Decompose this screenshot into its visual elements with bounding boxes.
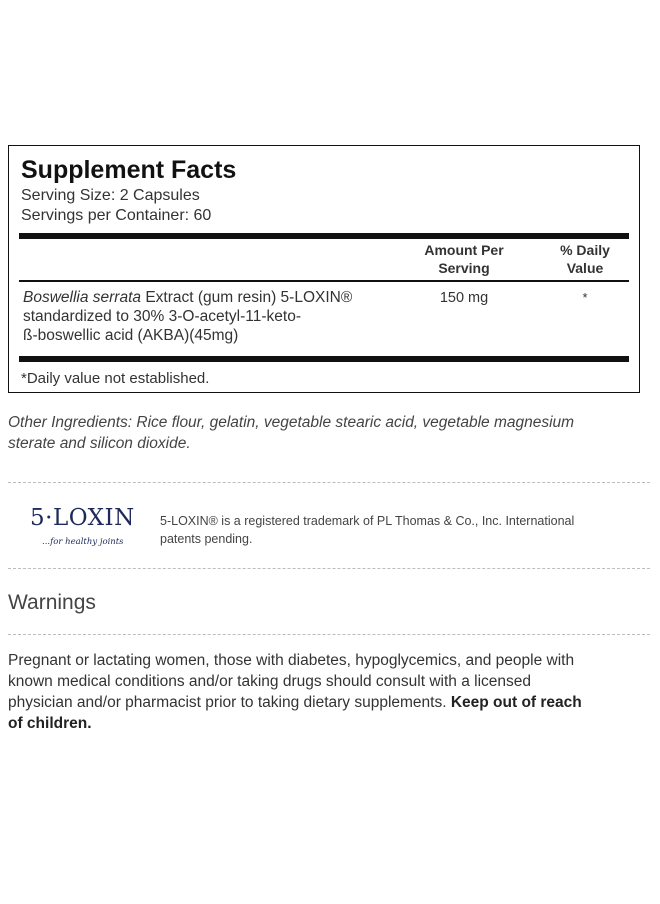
supplement-facts-panel xyxy=(8,145,640,393)
column-header-daily-value xyxy=(539,241,631,277)
warnings-of-children: of children. xyxy=(8,715,92,732)
column-header-amount-line1: Amount Per xyxy=(424,242,504,258)
daily-value-footnote: *Daily value not established. xyxy=(21,370,210,387)
ingredient-line1 xyxy=(23,288,403,307)
divider-thin xyxy=(19,280,629,282)
logo-tagline: ...for healthy joints xyxy=(42,537,124,547)
trademark-line1: 5-LOXIN® is a registered trademark of PL Thomas & Co., Inc. International xyxy=(160,514,575,528)
ingredient-line3: ß-boswellic acid (AKBA)(45mg) xyxy=(23,327,239,344)
warnings-line1: Pregnant or lactating women, those with diabetes, hypoglycemics, and people with xyxy=(8,652,575,669)
warnings-text xyxy=(8,650,638,734)
ingredient-line1-rest: Extract (gum resin) 5-LOXIN® xyxy=(141,289,353,306)
column-header-dv-line2: Value xyxy=(566,260,604,276)
logo-wordmark: 5·LOXIN xyxy=(30,505,135,531)
column-header-amount-line2: Serving xyxy=(438,260,490,276)
other-ingredients-line2: sterate and silicon dioxide. xyxy=(8,435,191,452)
trademark-line2: patents pending. xyxy=(160,532,253,546)
ingredient-botanical-name: Boswellia serrata xyxy=(23,289,142,306)
supplement-facts-title: Supplement Facts xyxy=(21,156,237,184)
servings-per-container: Servings per Container: 60 xyxy=(21,207,212,224)
section-divider-3 xyxy=(8,634,650,635)
warnings-line2: known medical conditions and/or taking drugs should consult with a licensed xyxy=(8,673,531,690)
5-loxin-logo xyxy=(30,505,145,555)
ingredient-line2: standardized to 30% 3-O-acetyl-11-keto- xyxy=(23,308,301,325)
warnings-line4 xyxy=(8,713,638,734)
other-ingredients xyxy=(8,412,648,454)
divider-thick-bottom xyxy=(19,356,629,362)
warnings-keep-out-of-reach: Keep out of reach xyxy=(450,694,582,711)
other-ingredients-line1: Other Ingredients: Rice flour, gelatin, vegetable stearic acid, vegetable magnesium xyxy=(8,414,575,431)
warnings-heading: Warnings xyxy=(8,591,96,614)
section-divider-2 xyxy=(8,568,650,569)
ingredient-amount: 150 mg xyxy=(439,290,489,306)
section-divider-1 xyxy=(8,482,650,483)
trademark-notice xyxy=(160,512,630,548)
divider-thick-top xyxy=(19,233,629,239)
ingredient-description xyxy=(23,288,403,345)
column-header-amount xyxy=(404,241,524,277)
warnings-line3 xyxy=(8,692,638,713)
ingredient-daily-value: * xyxy=(582,290,588,305)
serving-size: Serving Size: 2 Capsules xyxy=(21,187,200,204)
column-header-dv-line1: % Daily xyxy=(560,242,610,258)
warnings-line3-plain: physician and/or pharmacist prior to taking dietary supplements. xyxy=(8,694,451,711)
